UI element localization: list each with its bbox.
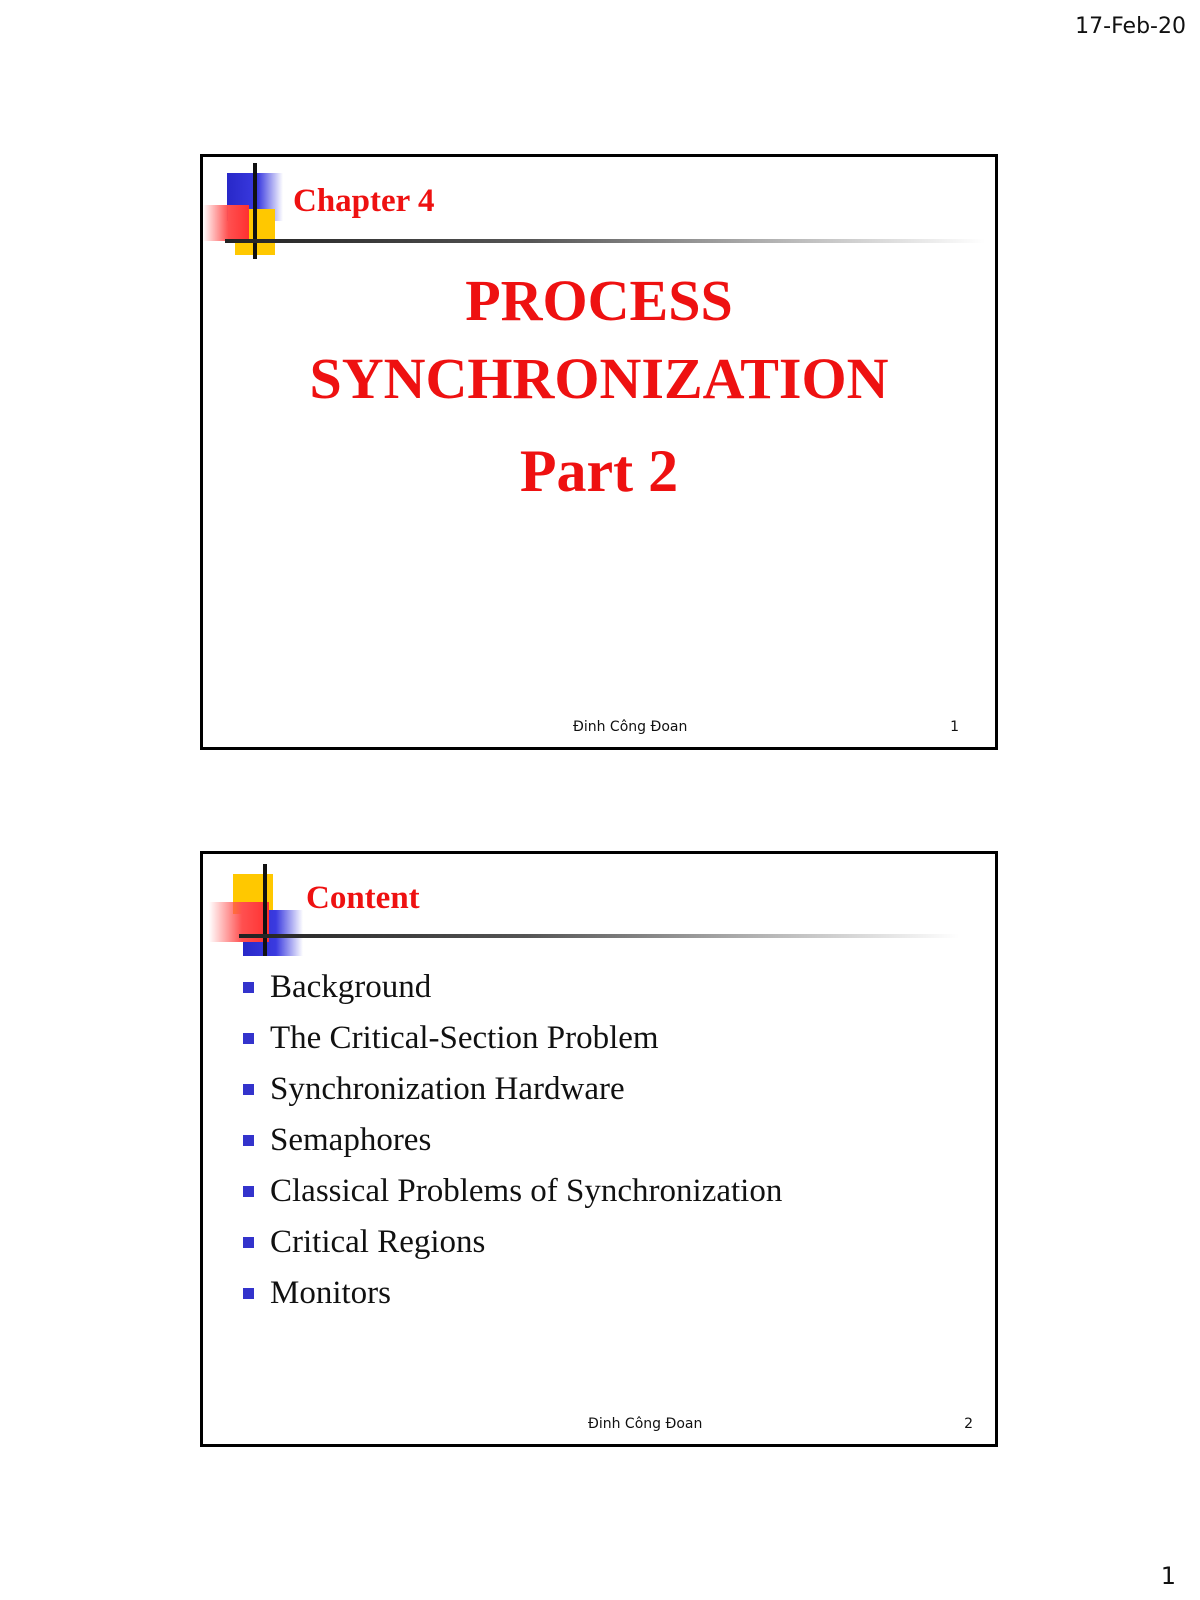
bullet-square-icon [243,1237,254,1248]
list-item [243,1217,782,1268]
list-item-text: Background [270,969,432,1005]
list-item-text: Monitors [270,1275,392,1311]
footer-slide-number: 1 [950,719,959,735]
list-item [243,1166,782,1217]
list-item [243,1064,782,1115]
main-title-line-2: SYNCHRONIZATION [309,346,889,411]
list-item [243,962,782,1013]
main-title-line-3: Part 2 [519,438,679,504]
list-item-text: The Critical-Section Problem [270,1020,659,1056]
list-item-text: Synchronization Hardware [270,1071,625,1107]
title-underline [239,934,959,938]
list-item [243,1115,782,1166]
bullet-square-icon [243,982,254,993]
slide-1 [200,154,998,750]
list-item-text: Classical Problems of Synchronization [270,1173,783,1209]
bullet-square-icon [243,1033,254,1044]
list-item [243,1268,782,1319]
title-underline [225,239,985,243]
slide-logo-icon [203,854,313,964]
main-title-line-1: PROCESS [465,268,733,333]
bullet-list [243,962,782,1319]
bullet-square-icon [243,1135,254,1146]
footer-slide-number: 2 [964,1416,973,1432]
slide-2 [200,851,998,1447]
footer-author: Đinh Công Đoan [588,1416,703,1432]
list-item-text: Semaphores [270,1122,432,1158]
footer-author: Đinh Công Đoan [573,719,688,735]
list-item [243,1013,782,1064]
page-date: 17-Feb-20 [1075,14,1186,39]
slide-heading: Content [306,880,420,916]
chapter-label: Chapter 4 [293,183,435,219]
bullet-square-icon [243,1084,254,1095]
page-number: 1 [1160,1562,1176,1590]
bullet-square-icon [243,1186,254,1197]
list-item-text: Critical Regions [270,1224,486,1260]
bullet-square-icon [243,1288,254,1299]
